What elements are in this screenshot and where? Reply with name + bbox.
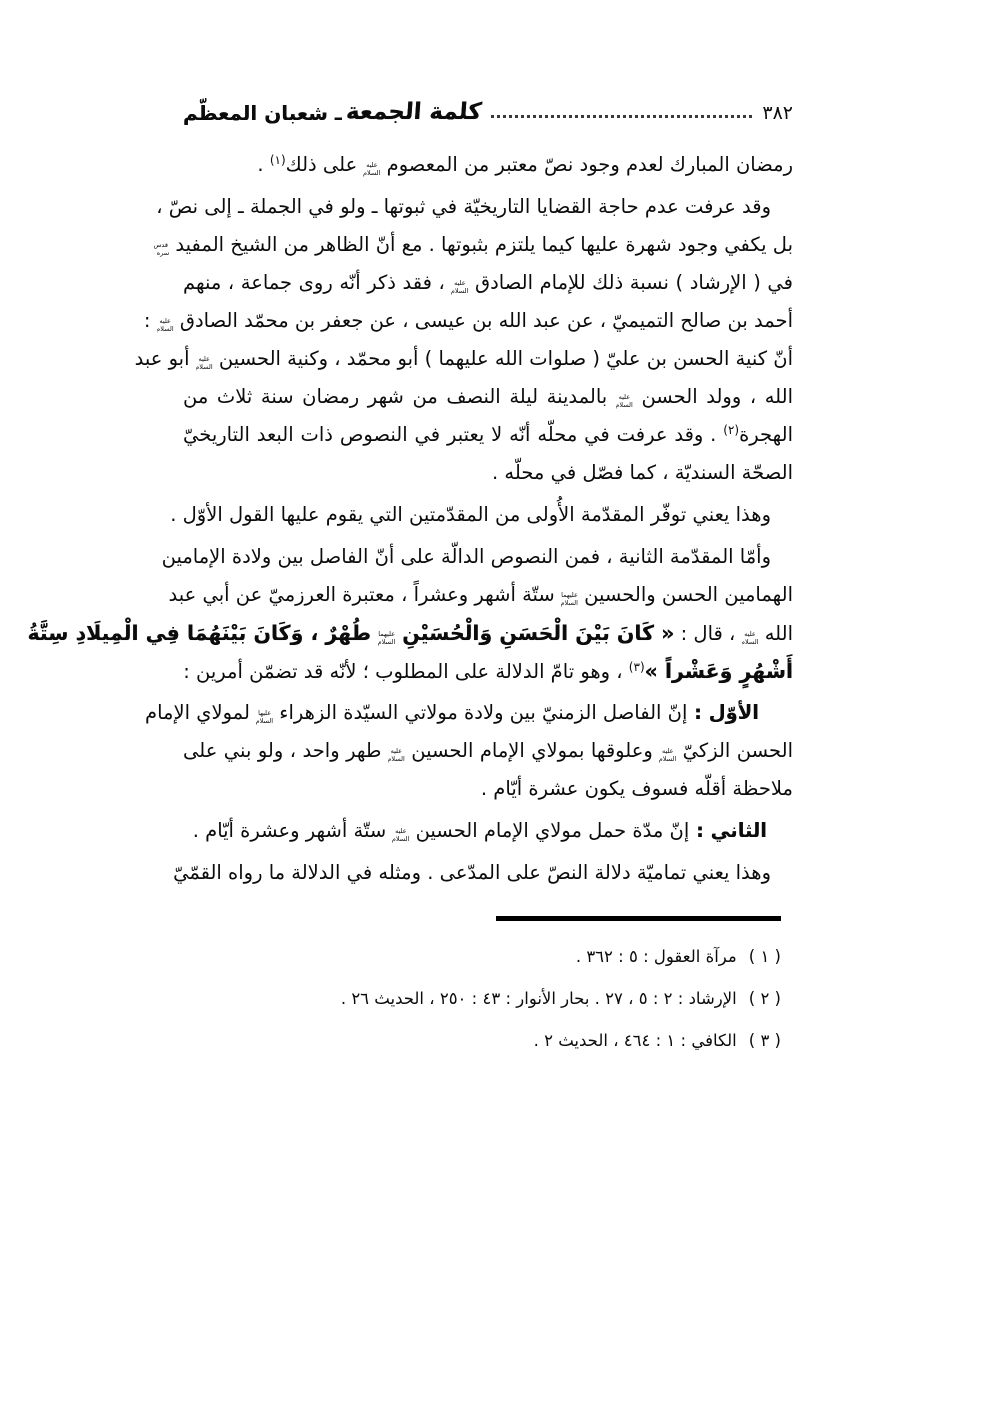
footnote-item xyxy=(183,936,781,978)
text-run: إنّ الفاصل الزمنيّ بين ولادة مولاتي السيّدة الزهراء xyxy=(273,701,688,724)
honorific-seal: عليه السلام xyxy=(451,280,469,295)
footnote-text: الإرشاد : ٢ : ٥ ، ٢٧ . بحار الأنوار : ٤٣ : ٢٥٠ ، الحديث ٢٦ . xyxy=(340,989,737,1008)
text-run: . xyxy=(257,153,270,176)
text-run: أحمد بن صالح التميميّ ، عن عبد الله بن عيسى ، عن جعفر بن محمّد الصادق xyxy=(173,309,793,332)
honorific-seal: عليها السلام xyxy=(256,710,274,725)
body-line xyxy=(183,378,793,416)
body-line xyxy=(173,854,793,892)
text-run: بل يكفي وجود شهرة عليها كيما يلتزم بثبوتها . مع أنّ الظاهر من الشيخ المفيد xyxy=(169,233,793,256)
body-line xyxy=(183,264,793,302)
text-run: ، قال : xyxy=(674,622,742,645)
text-run: الصحّة السنديّة ، كما فصّل في محلّه . xyxy=(492,461,793,484)
bold-run: الثاني : xyxy=(689,819,767,842)
text-run: ملاحظة أقلّه فسوف يكون عشرة أيّام . xyxy=(480,777,793,800)
body-line xyxy=(183,812,793,850)
body-line xyxy=(145,694,793,732)
footnote-item xyxy=(183,1020,781,1062)
footnote-marker: ( ٢ ) xyxy=(748,989,781,1008)
honorific-seal: عليه السلام xyxy=(363,162,381,177)
footnote-marker: ( ٣ ) xyxy=(748,1031,781,1050)
body-line xyxy=(168,576,793,614)
text-run: أنّ كنية الحسن بن عليّ ( صلوات الله عليهما ) أبو محمّد ، وكنية الحسين xyxy=(212,347,793,370)
quote-run: طُهْرٌ ، وَكَانَ بَيْنَهُمَا فِي الْمِيلَادِ سِتَّةُ xyxy=(27,621,379,645)
text-run: وأمّا المقدّمة الثانية ، فمن النصوص الدالّة على أنّ الفاصل بين ولادة الإمامين xyxy=(161,545,771,568)
body-line xyxy=(143,302,793,340)
text-run: وهذا يعني تماميّة دلالة النصّ على المدّعى . ومثله في الدلالة ما رواه القمّيّ xyxy=(173,861,771,884)
body-line: رمضان المبارك لعدم وجود نصّ معتبر من المعصوم عليه السلام على ذلك(١) . xyxy=(257,153,793,177)
body-line xyxy=(27,614,793,652)
honorific-seal: عليه السلام xyxy=(741,631,759,646)
body-line xyxy=(183,732,793,770)
chapter-title: ـ شعبان المعظّم xyxy=(183,101,342,125)
honorific-seal: عليهما السلام xyxy=(378,631,396,646)
page-number: ٣٨٢ xyxy=(762,102,793,124)
text-run: ، وهو تامّ الدلالة على المطلوب ؛ لأنّه قد تضمّن أمرين : xyxy=(183,660,629,683)
text-run: على ذلك xyxy=(285,153,364,176)
running-title xyxy=(183,100,481,126)
text-run: رمضان المبارك لعدم وجود نصّ معتبر من المعصوم xyxy=(380,153,793,176)
honorific-seal: عليه السلام xyxy=(615,394,633,409)
text-run: طهر واحد ، ولو بني على xyxy=(183,739,388,762)
footnote-marker: ( ١ ) xyxy=(748,947,781,966)
text-run: ستّة أشهر وعشراً ، معتبرة العرزميّ عن أبي عبد xyxy=(168,583,561,606)
text-run: الحسن الزكيّ xyxy=(676,739,793,762)
text-run: وقد عرفت عدم حاجة القضايا التاريخيّة في ثبوتها ـ ولو في الجملة ـ إلى نصّ ، xyxy=(156,195,771,218)
text-run: بالمدينة ليلة النصف من شهر رمضان سنة ثلاث من xyxy=(183,385,616,408)
footnote-separator xyxy=(496,916,781,921)
footnote-item xyxy=(183,978,781,1020)
text-run: أبو عبد xyxy=(134,347,196,370)
text-run: الله xyxy=(758,622,793,645)
honorific-seal: عليه السلام xyxy=(387,748,405,763)
honorific-seal: عليه السلام xyxy=(156,318,174,333)
text-run: في ( الإرشاد ) نسبة ذلك للإمام الصادق xyxy=(468,271,793,294)
honorific-seal: قدس سره xyxy=(153,242,170,257)
honorific-seal: عليه السلام xyxy=(659,748,677,763)
text-run: إنّ مدّة حمل مولاي الإمام الحسين xyxy=(409,819,690,842)
quote-run: « كَانَ بَيْنَ الْحَسَنِ وَالْحُسَيْنِ xyxy=(395,621,675,645)
text-run: الهمامين الحسن والحسين xyxy=(577,583,793,606)
text-run: وهذا يعني توفّر المقدّمة الأُولى من المقدّمتين التي يقوم عليها القول الأوّل . xyxy=(170,503,771,526)
header-leader-dots xyxy=(491,115,752,118)
body-line: الهجرة(٢) . وقد عرفت في محلّه أنّه لا يعتبر في النصوص ذات البعد التاريخيّ xyxy=(183,423,793,446)
quote-run: أَشْهُرٍ وَعَشْراً » xyxy=(644,659,793,683)
body-line xyxy=(170,496,793,534)
text-run: الله ، وولد الحسن xyxy=(632,385,793,408)
text-run: : xyxy=(143,309,157,332)
body-line xyxy=(134,340,793,378)
body-line xyxy=(183,454,793,492)
body-line xyxy=(153,226,793,264)
text-run: الهجرة xyxy=(739,423,793,446)
footnote-text: الكافي : ١ : ٤٦٤ ، الحديث ٢ . xyxy=(533,1031,737,1050)
footnote-text: مرآة العقول : ٥ : ٣٦٢ . xyxy=(575,947,737,966)
body-line xyxy=(161,538,793,576)
bold-run: الأوّل : xyxy=(687,701,759,724)
body-line xyxy=(183,770,793,808)
text-run: لمولاي الإمام xyxy=(145,701,257,724)
series-calligraphy-logo: كلمة الجمعة xyxy=(344,99,483,125)
footnotes xyxy=(183,936,781,1062)
body-text xyxy=(27,146,793,892)
text-run: ، فقد ذكر أنّه روى جماعة ، منهم xyxy=(183,271,452,294)
honorific-seal: عليه السلام xyxy=(195,356,213,371)
text-run: . وقد عرفت في محلّه أنّه لا يعتبر في النصوص ذات البعد التاريخيّ xyxy=(183,423,724,446)
honorific-seal: عليه السلام xyxy=(392,828,410,843)
text-run: ستّة أشهر وعشرة أيّام . xyxy=(192,819,393,842)
page-header xyxy=(183,97,793,129)
body-line: أَشْهُرٍ وَعَشْراً »(٣) ، وهو تامّ الدلالة على المطلوب ؛ لأنّه قد تضمّن أمرين : xyxy=(183,659,793,683)
body-line xyxy=(156,188,793,226)
text-run: وعلوقها بمولاي الإمام الحسين xyxy=(404,739,660,762)
honorific-seal: عليهما السلام xyxy=(560,592,578,607)
